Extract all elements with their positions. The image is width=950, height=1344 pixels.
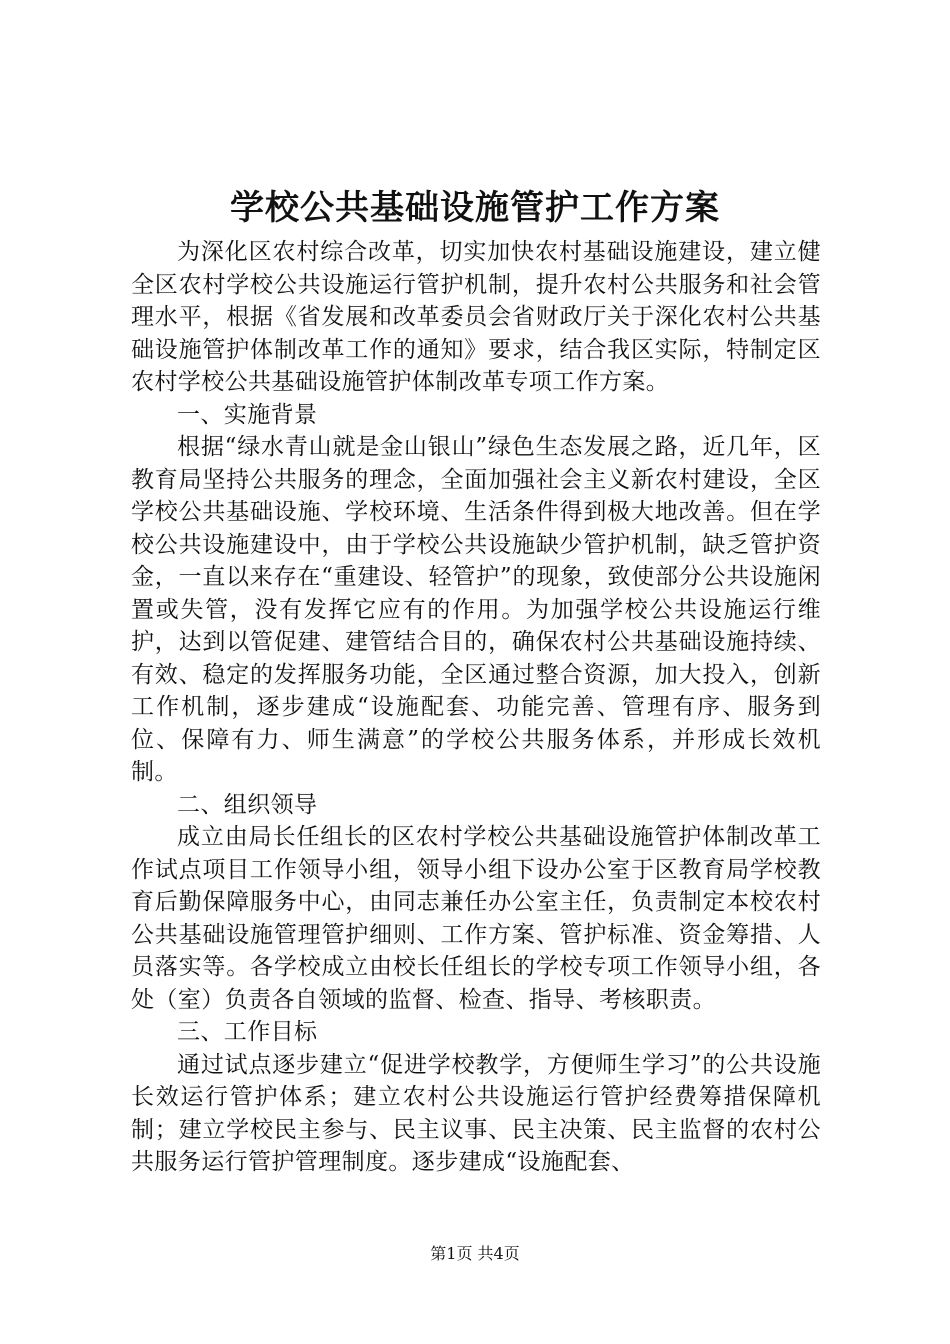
section-heading-background: 一、实施背景 bbox=[177, 401, 318, 428]
document-body bbox=[131, 236, 821, 1179]
section-heading-goals: 三、工作目标 bbox=[177, 1019, 318, 1045]
section-heading-organization: 二、组织领导 bbox=[177, 791, 318, 818]
document-title: 学校公共基础设施管护工作方案 bbox=[230, 188, 720, 228]
paragraph-organization: 成立由局长任组长的区农村学校公共基础设施管护体制改革工作试点项目工作领导小组，领导小组下设办公室于区教育局学校教育后勤保障服务中心，由同志兼任办公室主任，负责制定本校农村公共基础设施管理管护细则、工作方案、管护标准、资金筹措、人员落实等。各学校成立由校长任组长的学校专项工作领导小组，各处（室）负责各自领域的监督、检查、指导、考核职责。 bbox=[131, 824, 821, 1013]
paragraph-intro: 为深化区农村综合改革，切实加快农村基础设施建设，建立健全区农村学校公共设施运行管护机制，提升农村公共服务和社会管理水平，根据《省发展和改革委员会省财政厅关于深化农村公共基础设施管护体制改革工作的通知》要求，结合我区实际，特制定区农村学校公共基础设施管护体制改革专项工作方案。 bbox=[131, 239, 821, 395]
paragraph-background: 根据“绿水青山就是金山银山”绿色生态发展之路，近几年，区教育局坚持公共服务的理念，全面加强社会主义新农村建设，全区学校公共基础设施、学校环境、生活条件得到极大地改善。但在学校公共设施建设中，由于学校公共设施缺少管护机制，缺乏管护资金，一直以来存在“重建设、轻管护”的现象，致使部分公共设施闲置或失管，没有发挥它应有的作用。为加强学校公共设施运行维护，达到以管促建、建管结合目的，确保农村公共基础设施持续、有效、稳定的发挥服务功能，全区通过整合资源，加大投入，创新工作机制，逐步建成“设施配套、功能完善、管理有序、服务到位、保障有力、师生满意”的学校公共服务体系，并形成长效机制。 bbox=[131, 434, 821, 785]
page-footer: 第1页 共4页 bbox=[430, 1244, 520, 1263]
paragraph-goals: 通过试点逐步建立“促进学校教学，方便师生学习”的公共设施长效运行管护体系；建立农村公共设施运行管护经费筹措保障机制；建立学校民主参与、民主议事、民主决策、民主监督的农村公共服务运行管护管理制度。逐步建成“设施配套、 bbox=[131, 1051, 821, 1175]
